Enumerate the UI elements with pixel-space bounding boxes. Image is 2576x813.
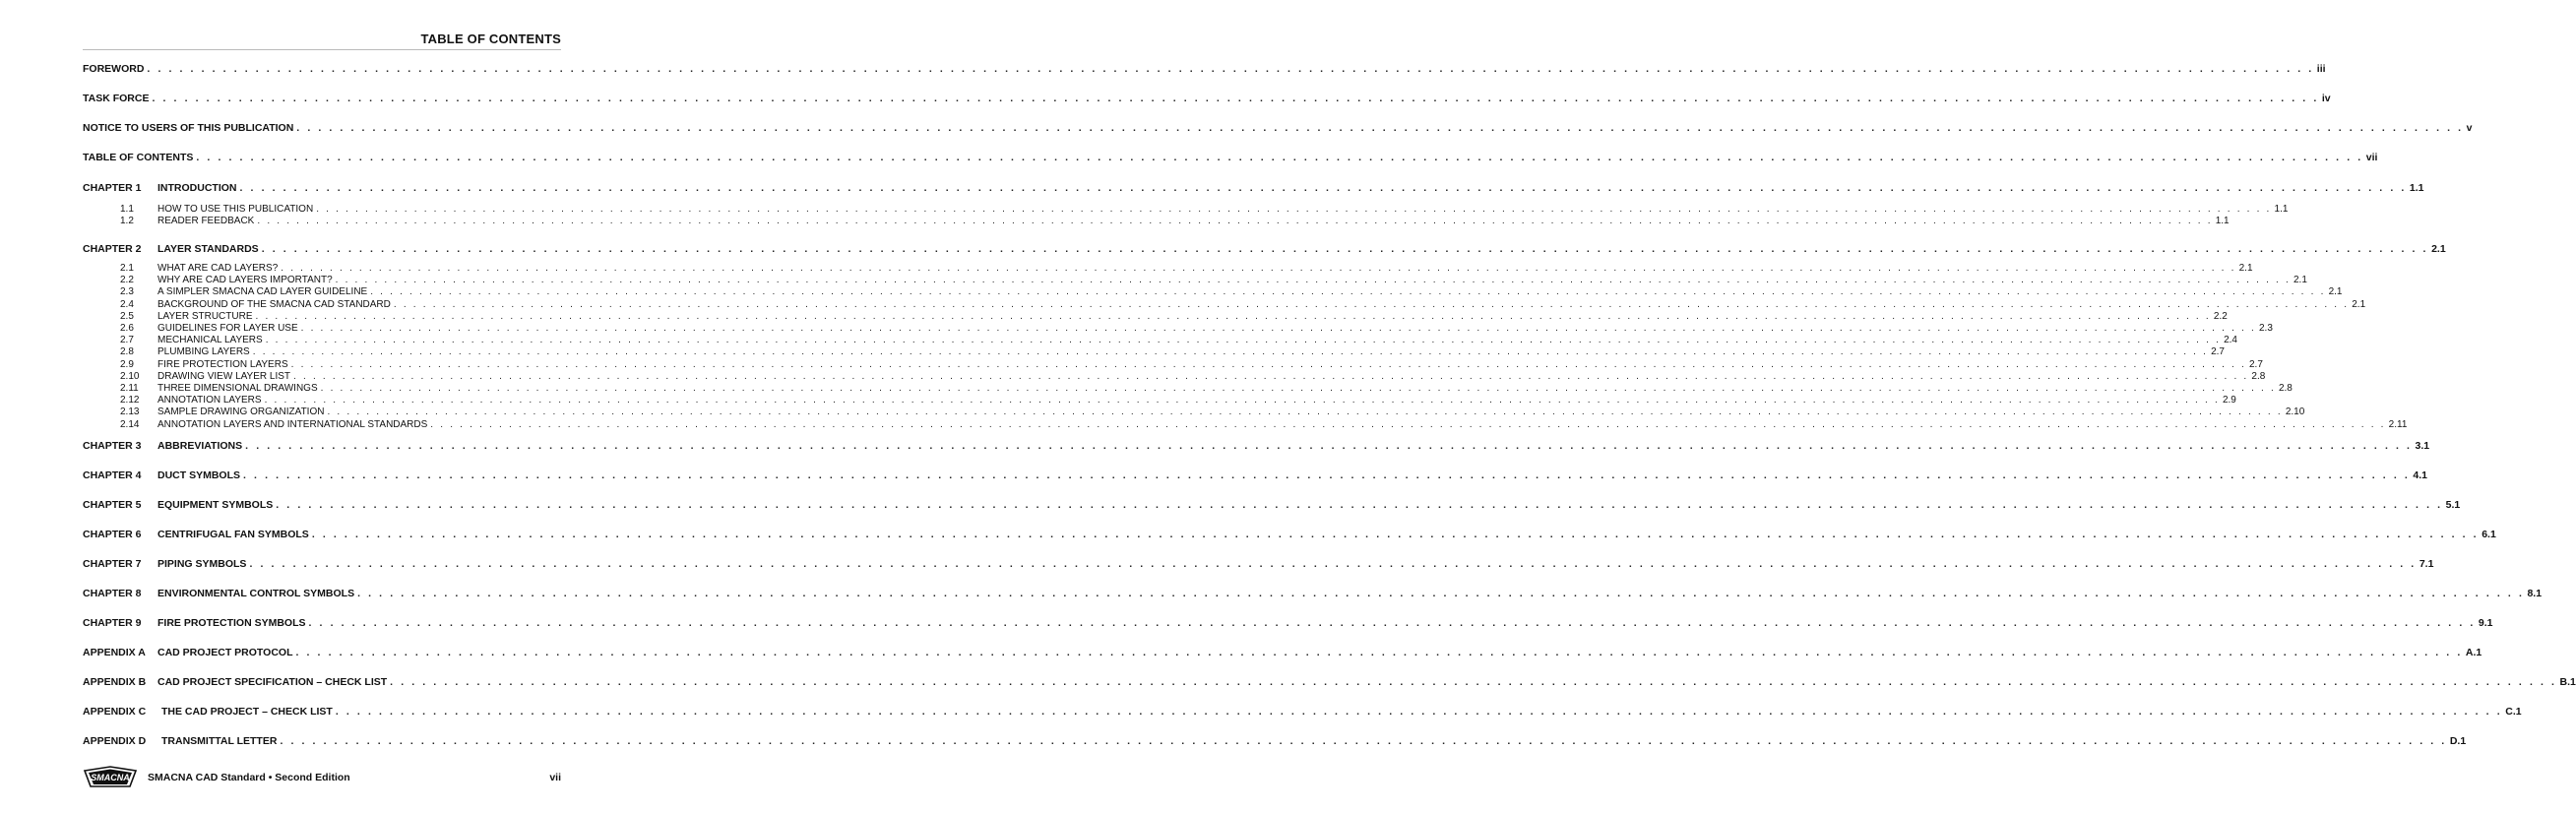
- dot-leader: . . . . . . . . . . . . . . . . . . . . . . . . . . . . . . . . . . . . . . . . . . . . . . . . . . . . . . . . . . . . . . . . . . . . . . . . . . . . . . . . . . . . . . . . . . . . . . . . . . . . . . . . . . . . . . . . . . . . . . . . . . . . . . . . . . . . . . . . . . . . . . . . . . . . . . . . . . . . . . . . . . . . . . . . . . . . . . . . . . . . . . . . . . . . . . . . . . . . . . . .: [281, 263, 2236, 274]
- toc-chapter-number: CHAPTER 6: [83, 529, 142, 540]
- toc-chapter-title: LAYER STANDARDS: [157, 243, 259, 255]
- toc-entry-row: [83, 152, 2378, 165]
- toc-page-number: iv: [2321, 93, 2331, 104]
- toc-chapter-title: FIRE PROTECTION SYMBOLS: [157, 617, 306, 629]
- toc-page-number: 1.1: [2274, 204, 2289, 215]
- dot-leader: . . . . . . . . . . . . . . . . . . . . . . . . . . . . . . . . . . . . . . . . . . . . . . . . . . . . . . . . . . . . . . . . . . . . . . . . . . . . . . . . . . . . . . . . . . . . . . . . . . . . . . . . . . . . . . . . . . . . . . . . . . . . . . . . . . . . . . . . . . . . . . . . . . . . . . . . . . . . . . . . . . . . . . . . . . . . . . . . . . . . . . . . . . . . . . . . . . . . . . . .: [300, 323, 2256, 334]
- toc-section-row: [83, 216, 2230, 227]
- toc-chapter-number: CHAPTER 5: [83, 499, 142, 511]
- toc-page-number: 2.7: [2248, 358, 2263, 370]
- smacna-logo: [83, 765, 138, 788]
- toc-section-title: BACKGROUND OF THE SMACNA CAD STANDARD: [157, 298, 391, 310]
- toc-page-number: vii: [2365, 152, 2378, 163]
- toc-section-number: 2.12: [120, 395, 140, 406]
- toc-chapter-title: ABBREVIATIONS: [157, 440, 243, 452]
- dot-leader: . . . . . . . . . . . . . . . . . . . . . . . . . . . . . . . . . . . . . . . . . . . . . . . . . . . . . . . . . . . . . . . . . . . . . . . . . . . . . . . . . . . . . . . . . . . . . . . . . . . . . . . . . . . . . . . . . . . . . . . . . . . . . . . . . . . . . . . . . . . . . . . . . . . . . . . . . . . . . . . . . . . . . . . . . . . . . . . . . . . . . . . . . . . . . . . . . . . . . . . .: [152, 93, 2319, 104]
- dot-leader: . . . . . . . . . . . . . . . . . . . . . . . . . . . . . . . . . . . . . . . . . . . . . . . . . . . . . . . . . . . . . . . . . . . . . . . . . . . . . . . . . . . . . . . . . . . . . . . . . . . . . . . . . . . . . . . . . . . . . . . . . . . . . . . . . . . . . . . . . . . . . . . . . . . . . . . . . . . . . . . . . . . . . . . . . . . . . . . . . . . . . . . . . . . . . . . . . . . . . . . .: [239, 182, 2407, 194]
- toc-entry-row: [83, 588, 2543, 601]
- dot-leader: . . . . . . . . . . . . . . . . . . . . . . . . . . . . . . . . . . . . . . . . . . . . . . . . . . . . . . . . . . . . . . . . . . . . . . . . . . . . . . . . . . . . . . . . . . . . . . . . . . . . . . . . . . . . . . . . . . . . . . . . . . . . . . . . . . . . . . . . . . . . . . . . . . . . . . . . . . . . . . . . . . . . . . . . . . . . . . . . . . . . . . . . . . . . . . . . . . . . . . . .: [265, 335, 2222, 346]
- dot-leader: . . . . . . . . . . . . . . . . . . . . . . . . . . . . . . . . . . . . . . . . . . . . . . . . . . . . . . . . . . . . . . . . . . . . . . . . . . . . . . . . . . . . . . . . . . . . . . . . . . . . . . . . . . . . . . . . . . . . . . . . . . . . . . . . . . . . . . . . . . . . . . . . . . . . . . . . . . . . . . . . . . . . . . . . . . . . . . . . . . . . . . . . . . . . . . . . . . . . . . . .: [293, 370, 2249, 382]
- toc-section-row: [83, 323, 2273, 335]
- dot-leader: . . . . . . . . . . . . . . . . . . . . . . . . . . . . . . . . . . . . . . . . . . . . . . . . . . . . . . . . . . . . . . . . . . . . . . . . . . . . . . . . . . . . . . . . . . . . . . . . . . . . . . . . . . . . . . . . . . . . . . . . . . . . . . . . . . . . . . . . . . . . . . . . . . . . . . . . . . . . . . . . . . . . . . . . . . . . . . . . . . . . . . . . . . . . . . . . . . . . . . . .: [308, 617, 2476, 629]
- toc-chapter-title: INTRODUCTION: [157, 182, 237, 194]
- footer-publication-title: SMACNA CAD Standard • Second Edition: [148, 772, 350, 783]
- toc-section-row: [83, 406, 2305, 418]
- toc-section-row: [83, 204, 2289, 216]
- toc-page-number: 5.1: [2445, 499, 2461, 511]
- toc-page-number: 2.3: [2259, 323, 2273, 334]
- toc-section-title: ANNOTATION LAYERS: [157, 395, 262, 406]
- toc-section-row: [83, 310, 2228, 323]
- dot-leader: . . . . . . . . . . . . . . . . . . . . . . . . . . . . . . . . . . . . . . . . . . . . . . . . . . . . . . . . . . . . . . . . . . . . . . . . . . . . . . . . . . . . . . . . . . . . . . . . . . . . . . . . . . . . . . . . . . . . . . . . . . . . . . . . . . . . . . . . . . . . . . . . . . . . . . . . . . . . . . . . . . . . . . . . . . . . . . . . . . . . . . . . . . . . . . . . . . . . . . . .: [296, 122, 2464, 134]
- toc-section-row: [83, 418, 2408, 431]
- toc-chapter-number: CHAPTER 9: [83, 617, 142, 629]
- dot-leader: . . . . . . . . . . . . . . . . . . . . . . . . . . . . . . . . . . . . . . . . . . . . . . . . . . . . . . . . . . . . . . . . . . . . . . . . . . . . . . . . . . . . . . . . . . . . . . . . . . . . . . . . . . . . . . . . . . . . . . . . . . . . . . . . . . . . . . . . . . . . . . . . . . . . . . . . . . . . . . . . . . . . . . . . . . . . . . . . . . . . . . . . . . . . . . . . . . . . . . . .: [257, 216, 2213, 227]
- toc-chapter-number: APPENDIX D: [83, 735, 147, 747]
- dot-leader: . . . . . . . . . . . . . . . . . . . . . . . . . . . . . . . . . . . . . . . . . . . . . . . . . . . . . . . . . . . . . . . . . . . . . . . . . . . . . . . . . . . . . . . . . . . . . . . . . . . . . . . . . . . . . . . . . . . . . . . . . . . . . . . . . . . . . . . . . . . . . . . . . . . . . . . . . . . . . . . . . . . . . . . . . . . . . . . . . . . . . . . . . . . . . . . . . . . . . . . .: [327, 406, 2283, 418]
- toc-entry-row: [83, 529, 2496, 542]
- toc-chapter-title: THE CAD PROJECT – CHECK LIST: [161, 706, 333, 718]
- toc-section-row: [83, 275, 2307, 286]
- toc-chapter-number: CHAPTER 3: [83, 440, 142, 452]
- svg-text:SMACNA: SMACNA: [91, 773, 130, 782]
- dot-leader: . . . . . . . . . . . . . . . . . . . . . . . . . . . . . . . . . . . . . . . . . . . . . . . . . . . . . . . . . . . . . . . . . . . . . . . . . . . . . . . . . . . . . . . . . . . . . . . . . . . . . . . . . . . . . . . . . . . . . . . . . . . . . . . . . . . . . . . . . . . . . . . . . . . . . . . . . . . . . . . . . . . . . . . . . . . . . . . . . . . . . . . . . . . . . . . . . . . . . . . .: [370, 286, 2326, 298]
- toc-section-title: HOW TO USE THIS PUBLICATION: [157, 204, 314, 215]
- toc-entry-label: FOREWORD: [83, 63, 145, 75]
- toc-section-title: DRAWING VIEW LAYER LIST: [157, 370, 291, 382]
- toc-entry-row: [83, 617, 2493, 631]
- toc-chapter-title: PIPING SYMBOLS: [157, 558, 247, 570]
- toc-section-title: SAMPLE DRAWING ORGANIZATION: [157, 406, 325, 418]
- toc-entry-label: NOTICE TO USERS OF THIS PUBLICATION: [83, 122, 294, 134]
- toc-page-number: 3.1: [2415, 440, 2430, 452]
- toc-section-number: 2.4: [120, 298, 134, 310]
- toc-page-number: B.1: [2559, 676, 2576, 688]
- dot-leader: . . . . . . . . . . . . . . . . . . . . . . . . . . . . . . . . . . . . . . . . . . . . . . . . . . . . . . . . . . . . . . . . . . . . . . . . . . . . . . . . . . . . . . . . . . . . . . . . . . . . . . . . . . . . . . . . . . . . . . . . . . . . . . . . . . . . . . . . . . . . . . . . . . . . . . . . . . . . . . . . . . . . . . . . . . . . . . . . . . . . . . . . . . . . . . . . . . . . . . . .: [316, 204, 2272, 215]
- toc-page-number: 2.1: [2293, 275, 2307, 286]
- toc-page-number: 2.10: [2285, 406, 2305, 418]
- toc-page-number: 2.1: [2328, 286, 2343, 298]
- toc-section-title: LAYER STRUCTURE: [157, 310, 253, 322]
- toc-chapter-number: APPENDIX B: [83, 676, 147, 688]
- toc-section-number: 2.13: [120, 406, 140, 418]
- toc-entry-label: TABLE OF CONTENTS: [83, 152, 194, 163]
- toc-page-number: C.1: [2505, 706, 2522, 718]
- toc-entry-row: [83, 243, 2446, 257]
- page-footer: [83, 763, 561, 792]
- dot-leader: . . . . . . . . . . . . . . . . . . . . . . . . . . . . . . . . . . . . . . . . . . . . . . . . . . . . . . . . . . . . . . . . . . . . . . . . . . . . . . . . . . . . . . . . . . . . . . . . . . . . . . . . . . . . . . . . . . . . . . . . . . . . . . . . . . . . . . . . . . . . . . . . . . . . . . . . . . . . . . . . . . . . . . . . . . . . . . . . . . . . . . . . . . . . . . . . . . . . . . . .: [147, 63, 2314, 75]
- toc-entry-row: [83, 647, 2482, 660]
- toc-page-number: iii: [2316, 63, 2326, 75]
- toc-section-number: 1.2: [120, 216, 134, 227]
- toc-page-number: 2.1: [2238, 263, 2253, 274]
- toc-section-title: WHAT ARE CAD LAYERS?: [157, 263, 279, 274]
- toc-page-number: 9.1: [2478, 617, 2493, 629]
- toc-entry-row: [83, 676, 2576, 690]
- toc-chapter-title: TRANSMITTAL LETTER: [161, 735, 278, 747]
- toc-chapter-number: APPENDIX A: [83, 647, 146, 658]
- dot-leader: . . . . . . . . . . . . . . . . . . . . . . . . . . . . . . . . . . . . . . . . . . . . . . . . . . . . . . . . . . . . . . . . . . . . . . . . . . . . . . . . . . . . . . . . . . . . . . . . . . . . . . . . . . . . . . . . . . . . . . . . . . . . . . . . . . . . . . . . . . . . . . . . . . . . . . . . . . . . . . . . . . . . . . . . . . . . . . . . . . . . . . . . . . . . . . . . . . . . . . . .: [320, 383, 2276, 394]
- dot-leader: . . . . . . . . . . . . . . . . . . . . . . . . . . . . . . . . . . . . . . . . . . . . . . . . . . . . . . . . . . . . . . . . . . . . . . . . . . . . . . . . . . . . . . . . . . . . . . . . . . . . . . . . . . . . . . . . . . . . . . . . . . . . . . . . . . . . . . . . . . . . . . . . . . . . . . . . . . . . . . . . . . . . . . . . . . . . . . . . . . . . . . . . . . . . . . . . . . . . . . . .: [290, 358, 2246, 370]
- toc-page-number: 2.1: [2352, 298, 2366, 310]
- toc-section-number: 2.8: [120, 346, 134, 358]
- dot-leader: . . . . . . . . . . . . . . . . . . . . . . . . . . . . . . . . . . . . . . . . . . . . . . . . . . . . . . . . . . . . . . . . . . . . . . . . . . . . . . . . . . . . . . . . . . . . . . . . . . . . . . . . . . . . . . . . . . . . . . . . . . . . . . . . . . . . . . . . . . . . . . . . . . . . . . . . . . . . . . . . . . . . . . . . . . . . . . . . . . . . . . . . . . . . . . . . . . . . . . . .: [295, 647, 2463, 658]
- toc-section-number: 2.2: [120, 275, 134, 286]
- toc-page-number: 2.1: [2431, 243, 2446, 255]
- toc-section-row: [83, 298, 2366, 311]
- dot-leader: . . . . . . . . . . . . . . . . . . . . . . . . . . . . . . . . . . . . . . . . . . . . . . . . . . . . . . . . . . . . . . . . . . . . . . . . . . . . . . . . . . . . . . . . . . . . . . . . . . . . . . . . . . . . . . . . . . . . . . . . . . . . . . . . . . . . . . . . . . . . . . . . . . . . . . . . . . . . . . . . . . . . . . . . . . . . . . . . . . . . . . . . . . . . . . . . . . . . . . . .: [243, 469, 2411, 481]
- toc-entry-row: [83, 440, 2430, 454]
- toc-chapter-number: CHAPTER 1: [83, 182, 142, 194]
- toc-chapter-title: ENVIRONMENTAL CONTROL SYMBOLS: [157, 588, 355, 599]
- dot-leader: . . . . . . . . . . . . . . . . . . . . . . . . . . . . . . . . . . . . . . . . . . . . . . . . . . . . . . . . . . . . . . . . . . . . . . . . . . . . . . . . . . . . . . . . . . . . . . . . . . . . . . . . . . . . . . . . . . . . . . . . . . . . . . . . . . . . . . . . . . . . . . . . . . . . . . . . . . . . . . . . . . . . . . . . . . . . . . . . . . . . . . . . . . . . . . . . . . . . . . . .: [261, 243, 2429, 255]
- toc-page-number: 7.1: [2419, 558, 2434, 570]
- toc-chapter-number: CHAPTER 2: [83, 243, 142, 255]
- toc-chapter-title: CENTRIFUGAL FAN SYMBOLS: [157, 529, 309, 540]
- toc-section-number: 1.1: [120, 204, 134, 215]
- toc-page-number: v: [2466, 122, 2473, 134]
- dot-leader: . . . . . . . . . . . . . . . . . . . . . . . . . . . . . . . . . . . . . . . . . . . . . . . . . . . . . . . . . . . . . . . . . . . . . . . . . . . . . . . . . . . . . . . . . . . . . . . . . . . . . . . . . . . . . . . . . . . . . . . . . . . . . . . . . . . . . . . . . . . . . . . . . . . . . . . . . . . . . . . . . . . . . . . . . . . . . . . . . . . . . . . . . . . . . . . . . . . . . . . .: [335, 706, 2503, 718]
- toc-chapter-number: CHAPTER 4: [83, 469, 142, 481]
- dot-leader: . . . . . . . . . . . . . . . . . . . . . . . . . . . . . . . . . . . . . . . . . . . . . . . . . . . . . . . . . . . . . . . . . . . . . . . . . . . . . . . . . . . . . . . . . . . . . . . . . . . . . . . . . . . . . . . . . . . . . . . . . . . . . . . . . . . . . . . . . . . . . . . . . . . . . . . . . . . . . . . . . . . . . . . . . . . . . . . . . . . . . . . . . . . . . . . . . . . . . . . .: [280, 735, 2447, 747]
- toc-page-number: 2.8: [2278, 383, 2293, 394]
- toc-section-title: MECHANICAL LAYERS: [157, 335, 263, 346]
- toc-section-row: [83, 370, 2266, 383]
- toc-entry-row: [83, 558, 2434, 572]
- toc-section-title: GUIDELINES FOR LAYER USE: [157, 323, 298, 334]
- dot-leader: . . . . . . . . . . . . . . . . . . . . . . . . . . . . . . . . . . . . . . . . . . . . . . . . . . . . . . . . . . . . . . . . . . . . . . . . . . . . . . . . . . . . . . . . . . . . . . . . . . . . . . . . . . . . . . . . . . . . . . . . . . . . . . . . . . . . . . . . . . . . . . . . . . . . . . . . . . . . . . . . . . . . . . . . . . . . . . . . . . . . . . . . . . . . . . . . . . . . . . . .: [311, 529, 2480, 540]
- toc-entry-row: [83, 469, 2427, 483]
- toc-section-row: [83, 286, 2343, 298]
- toc-entry-row: [83, 499, 2461, 513]
- toc-section-title: FIRE PROTECTION LAYERS: [157, 358, 288, 370]
- toc-section-title: READER FEEDBACK: [157, 216, 255, 227]
- toc-page-number: 2.8: [2251, 370, 2266, 382]
- toc-chapter-title: CAD PROJECT PROTOCOL: [157, 647, 293, 658]
- dot-leader: . . . . . . . . . . . . . . . . . . . . . . . . . . . . . . . . . . . . . . . . . . . . . . . . . . . . . . . . . . . . . . . . . . . . . . . . . . . . . . . . . . . . . . . . . . . . . . . . . . . . . . . . . . . . . . . . . . . . . . . . . . . . . . . . . . . . . . . . . . . . . . . . . . . . . . . . . . . . . . . . . . . . . . . . . . . . . . . . . . . . . . . . . . . . . . . . . . . . . . . .: [393, 298, 2350, 310]
- page-title: TABLE OF CONTENTS: [420, 31, 561, 46]
- toc-section-number: 2.14: [120, 418, 140, 430]
- footer-page-number: vii: [549, 772, 561, 783]
- toc-entry-row: [83, 122, 2473, 136]
- toc-entry-label: TASK FORCE: [83, 93, 150, 104]
- toc-entry-row: [83, 63, 2326, 77]
- toc-page-number: 4.1: [2413, 469, 2427, 481]
- dot-leader: . . . . . . . . . . . . . . . . . . . . . . . . . . . . . . . . . . . . . . . . . . . . . . . . . . . . . . . . . . . . . . . . . . . . . . . . . . . . . . . . . . . . . . . . . . . . . . . . . . . . . . . . . . . . . . . . . . . . . . . . . . . . . . . . . . . . . . . . . . . . . . . . . . . . . . . . . . . . . . . . . . . . . . . . . . . . . . . . . . . . . . . . . . . . . . . . . . . . . . . .: [255, 310, 2211, 322]
- toc-section-row: [83, 395, 2236, 406]
- toc-section-number: 2.6: [120, 323, 134, 334]
- toc-page-number: 1.1: [2215, 216, 2230, 227]
- toc-section-title: ANNOTATION LAYERS AND INTERNATIONAL STANDARDS: [157, 418, 428, 430]
- dot-leader: . . . . . . . . . . . . . . . . . . . . . . . . . . . . . . . . . . . . . . . . . . . . . . . . . . . . . . . . . . . . . . . . . . . . . . . . . . . . . . . . . . . . . . . . . . . . . . . . . . . . . . . . . . . . . . . . . . . . . . . . . . . . . . . . . . . . . . . . . . . . . . . . . . . . . . . . . . . . . . . . . . . . . . . . . . . . . . . . . . . . . . . . . . . . . . . . . . . . . . . .: [264, 395, 2220, 406]
- toc-section-row: [83, 383, 2293, 395]
- toc-section-number: 2.10: [120, 370, 140, 382]
- toc-chapter-number: CHAPTER 8: [83, 588, 142, 599]
- toc-entry-row: [83, 735, 2467, 749]
- toc-section-row: [83, 263, 2253, 275]
- toc-section-number: 2.7: [120, 335, 134, 346]
- dot-leader: . . . . . . . . . . . . . . . . . . . . . . . . . . . . . . . . . . . . . . . . . . . . . . . . . . . . . . . . . . . . . . . . . . . . . . . . . . . . . . . . . . . . . . . . . . . . . . . . . . . . . . . . . . . . . . . . . . . . . . . . . . . . . . . . . . . . . . . . . . . . . . . . . . . . . . . . . . . . . . . . . . . . . . . . . . . . . . . . . . . . . . . . . . . . . . . . . . . . . . . .: [335, 275, 2291, 286]
- dot-leader: . . . . . . . . . . . . . . . . . . . . . . . . . . . . . . . . . . . . . . . . . . . . . . . . . . . . . . . . . . . . . . . . . . . . . . . . . . . . . . . . . . . . . . . . . . . . . . . . . . . . . . . . . . . . . . . . . . . . . . . . . . . . . . . . . . . . . . . . . . . . . . . . . . . . . . . . . . . . . . . . . . . . . . . . . . . . . . . . . . . . . . . . . . . . . . . . . . . . . . . .: [357, 588, 2525, 599]
- toc-section-title: THREE DIMENSIONAL DRAWINGS: [157, 383, 318, 394]
- toc-entry-row: [83, 706, 2522, 719]
- toc-section-row: [83, 335, 2237, 346]
- toc-page-number: 6.1: [2482, 529, 2496, 540]
- toc-section-number: 2.11: [120, 383, 139, 394]
- toc-section-title: WHY ARE CAD LAYERS IMPORTANT?: [157, 275, 333, 286]
- toc-page-number: 2.4: [2224, 335, 2237, 346]
- dot-leader: . . . . . . . . . . . . . . . . . . . . . . . . . . . . . . . . . . . . . . . . . . . . . . . . . . . . . . . . . . . . . . . . . . . . . . . . . . . . . . . . . . . . . . . . . . . . . . . . . . . . . . . . . . . . . . . . . . . . . . . . . . . . . . . . . . . . . . . . . . . . . . . . . . . . . . . . . . . . . . . . . . . . . . . . . . . . . . . . . . . . . . . . . . . . . . . . . . . . . . . .: [249, 558, 2417, 570]
- toc-chapter-number: APPENDIX C: [83, 706, 147, 718]
- dot-leader: . . . . . . . . . . . . . . . . . . . . . . . . . . . . . . . . . . . . . . . . . . . . . . . . . . . . . . . . . . . . . . . . . . . . . . . . . . . . . . . . . . . . . . . . . . . . . . . . . . . . . . . . . . . . . . . . . . . . . . . . . . . . . . . . . . . . . . . . . . . . . . . . . . . . . . . . . . . . . . . . . . . . . . . . . . . . . . . . . . . . . . . . . . . . . . . . . . . . . . . .: [245, 440, 2413, 452]
- toc-page-number: 8.1: [2527, 588, 2543, 599]
- toc-entry-row: [83, 93, 2331, 106]
- toc-chapter-title: CAD PROJECT SPECIFICATION – CHECK LIST: [157, 676, 388, 688]
- toc-page-number: 2.9: [2222, 395, 2236, 406]
- dot-leader: . . . . . . . . . . . . . . . . . . . . . . . . . . . . . . . . . . . . . . . . . . . . . . . . . . . . . . . . . . . . . . . . . . . . . . . . . . . . . . . . . . . . . . . . . . . . . . . . . . . . . . . . . . . . . . . . . . . . . . . . . . . . . . . . . . . . . . . . . . . . . . . . . . . . . . . . . . . . . . . . . . . . . . . . . . . . . . . . . . . . . . . . . . . . . . . . . . . . . . . .: [390, 676, 2557, 688]
- toc-chapter-title: EQUIPMENT SYMBOLS: [157, 499, 274, 511]
- dot-leader: . . . . . . . . . . . . . . . . . . . . . . . . . . . . . . . . . . . . . . . . . . . . . . . . . . . . . . . . . . . . . . . . . . . . . . . . . . . . . . . . . . . . . . . . . . . . . . . . . . . . . . . . . . . . . . . . . . . . . . . . . . . . . . . . . . . . . . . . . . . . . . . . . . . . . . . . . . . . . . . . . . . . . . . . . . . . . . . . . . . . . . . . . . . . . . . . . . . . . . . .: [276, 499, 2443, 511]
- toc-page-number: D.1: [2449, 735, 2467, 747]
- title-divider: [83, 49, 561, 50]
- toc-section-row: [83, 358, 2263, 371]
- toc-section-title: PLUMBING LAYERS: [157, 346, 250, 358]
- toc-section-number: 2.3: [120, 286, 134, 298]
- toc-page-number: 2.7: [2211, 346, 2225, 358]
- toc-chapter-number: CHAPTER 7: [83, 558, 142, 570]
- dot-leader: . . . . . . . . . . . . . . . . . . . . . . . . . . . . . . . . . . . . . . . . . . . . . . . . . . . . . . . . . . . . . . . . . . . . . . . . . . . . . . . . . . . . . . . . . . . . . . . . . . . . . . . . . . . . . . . . . . . . . . . . . . . . . . . . . . . . . . . . . . . . . . . . . . . . . . . . . . . . . . . . . . . . . . . . . . . . . . . . . . . . . . . . . . . . . . . . . . . . . . . .: [196, 152, 2363, 163]
- toc-section-number: 2.9: [120, 358, 134, 370]
- toc-section-number: 2.5: [120, 310, 134, 322]
- toc-section-number: 2.1: [120, 263, 134, 274]
- dot-leader: . . . . . . . . . . . . . . . . . . . . . . . . . . . . . . . . . . . . . . . . . . . . . . . . . . . . . . . . . . . . . . . . . . . . . . . . . . . . . . . . . . . . . . . . . . . . . . . . . . . . . . . . . . . . . . . . . . . . . . . . . . . . . . . . . . . . . . . . . . . . . . . . . . . . . . . . . . . . . . . . . . . . . . . . . . . . . . . . . . . . . . . . . . . . . . . . . . . . . . . .: [430, 418, 2386, 430]
- toc-page-number: 1.1: [2409, 182, 2424, 194]
- toc-section-title: A SIMPLER SMACNA CAD LAYER GUIDELINE: [157, 286, 368, 298]
- toc-entry-row: [83, 182, 2424, 196]
- toc-page-number: 2.11: [2388, 418, 2408, 430]
- toc-chapter-title: DUCT SYMBOLS: [157, 469, 240, 481]
- dot-leader: . . . . . . . . . . . . . . . . . . . . . . . . . . . . . . . . . . . . . . . . . . . . . . . . . . . . . . . . . . . . . . . . . . . . . . . . . . . . . . . . . . . . . . . . . . . . . . . . . . . . . . . . . . . . . . . . . . . . . . . . . . . . . . . . . . . . . . . . . . . . . . . . . . . . . . . . . . . . . . . . . . . . . . . . . . . . . . . . . . . . . . . . . . . . . . . . . . . . . . . .: [252, 346, 2209, 358]
- toc-page-number: 2.2: [2213, 310, 2228, 322]
- toc-section-row: [83, 346, 2225, 358]
- toc-page-number: A.1: [2465, 647, 2482, 658]
